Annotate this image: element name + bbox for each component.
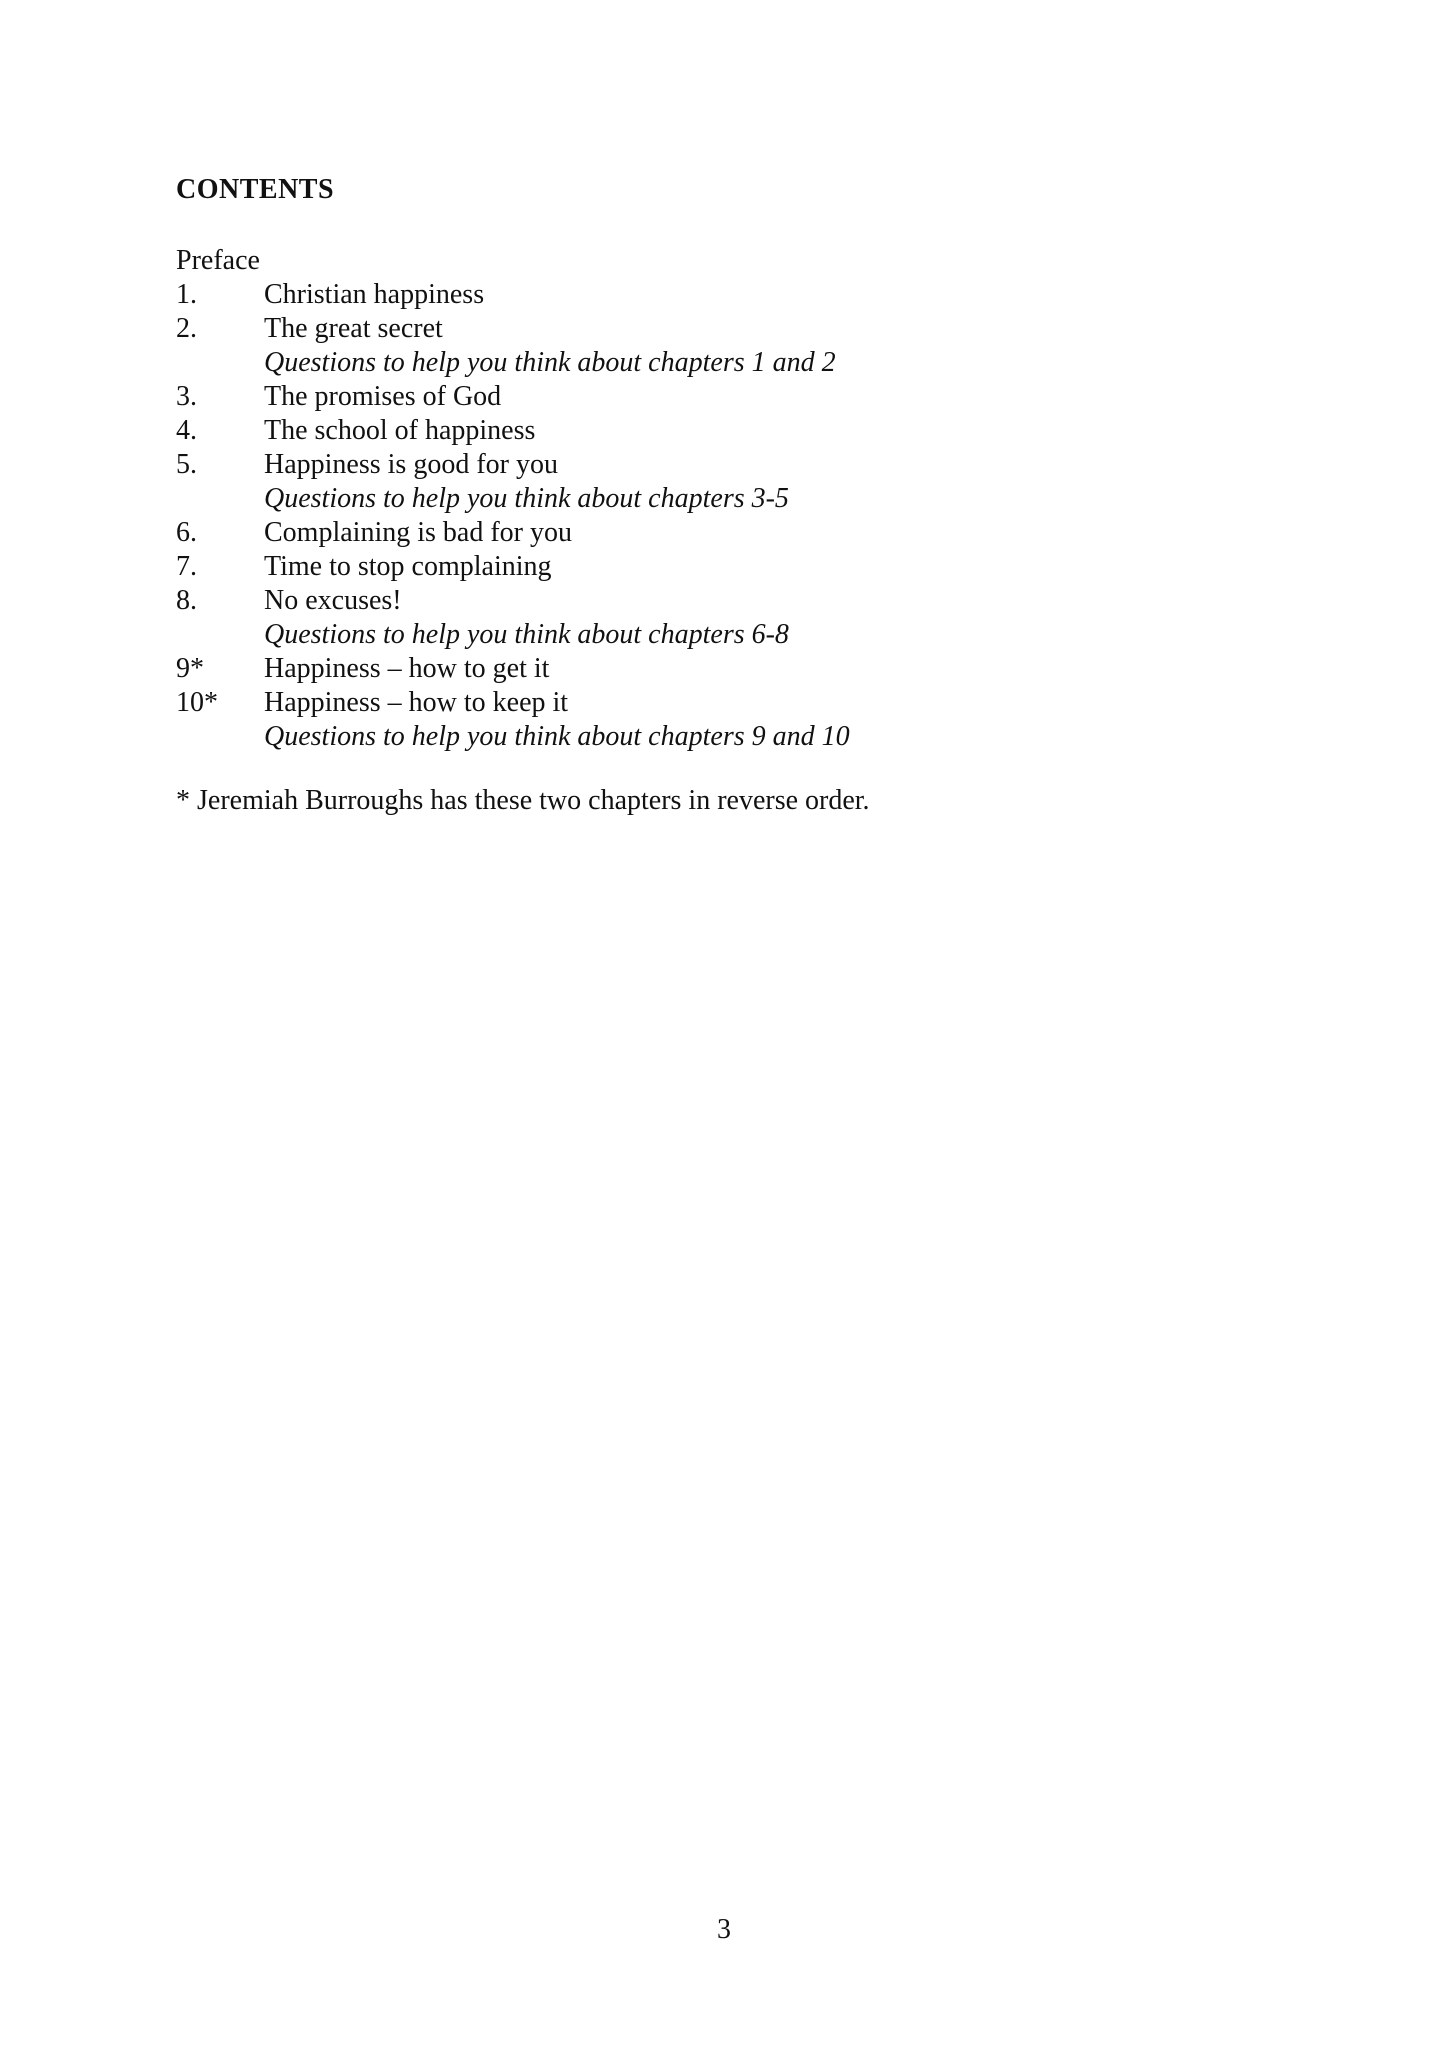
- toc-title: Time to stop complaining: [264, 551, 552, 582]
- page-number: 3: [717, 1914, 731, 1945]
- toc-title: Christian happiness: [264, 279, 485, 310]
- toc-number: 8.: [176, 585, 197, 616]
- toc-title: Happiness – how to get it: [264, 653, 550, 684]
- toc-questions: Questions to help you think about chapters 6-8: [264, 619, 789, 650]
- toc-number: 9*: [176, 653, 204, 684]
- toc-number: 6.: [176, 517, 197, 548]
- toc-number: 2.: [176, 313, 197, 344]
- toc-number: 3.: [176, 381, 197, 412]
- toc-questions: Questions to help you think about chapters 3-5: [264, 483, 789, 514]
- toc-title: No excuses!: [264, 585, 402, 616]
- toc-title: The promises of God: [264, 381, 502, 412]
- toc-preface: Preface: [176, 245, 260, 276]
- toc-title: Happiness is good for you: [264, 449, 558, 480]
- toc-number: 10*: [176, 687, 218, 718]
- toc-questions: Questions to help you think about chapters 1 and 2: [264, 347, 836, 378]
- toc-number: 7.: [176, 551, 197, 582]
- toc-number: 4.: [176, 415, 197, 446]
- toc-number: 1.: [176, 279, 197, 310]
- contents-heading: CONTENTS: [176, 174, 335, 205]
- toc-questions: Questions to help you think about chapters 9 and 10: [264, 721, 850, 752]
- toc-title: Complaining is bad for you: [264, 517, 572, 548]
- toc-title: The great secret: [264, 313, 443, 344]
- toc-title: The school of happiness: [264, 415, 536, 446]
- toc-number: 5.: [176, 449, 197, 480]
- toc-title: Happiness – how to keep it: [264, 687, 569, 718]
- footnote: * Jeremiah Burroughs has these two chapters in reverse order.: [176, 785, 870, 816]
